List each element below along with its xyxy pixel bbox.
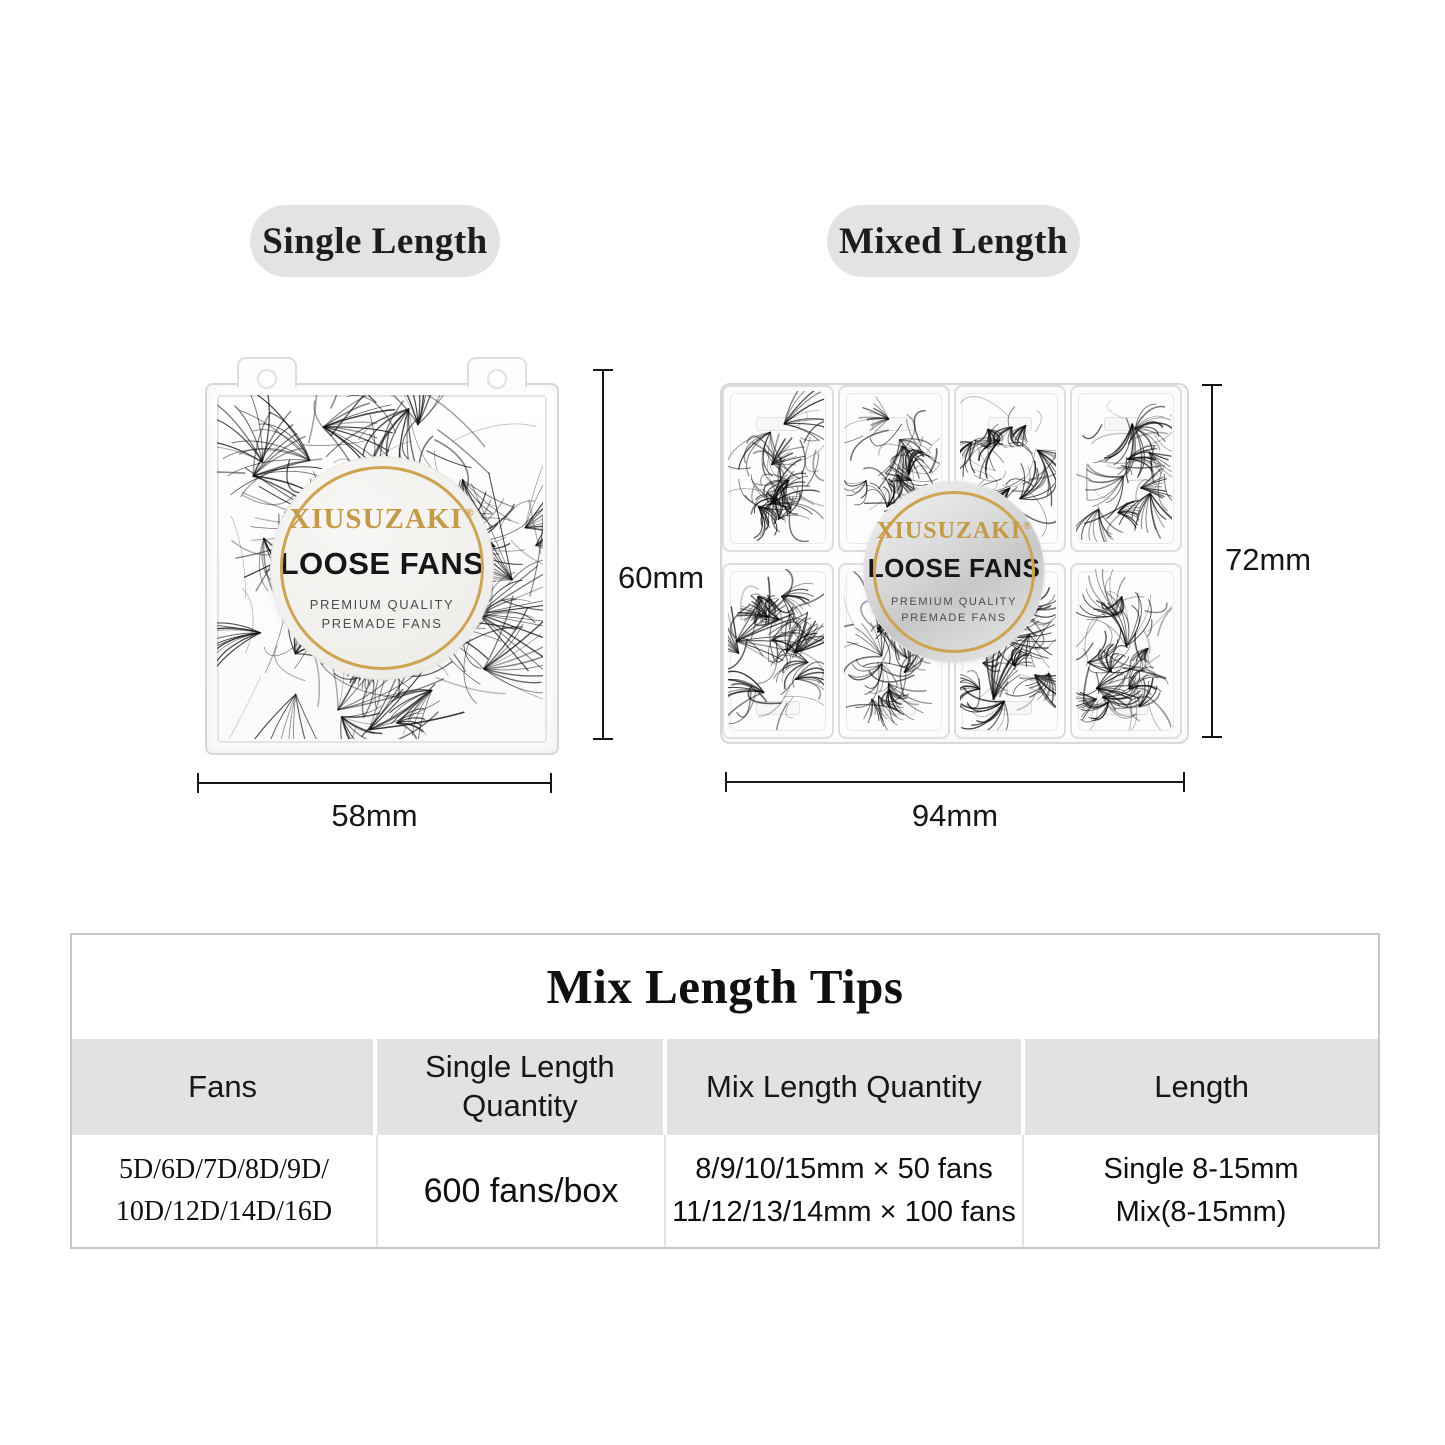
brand-name-text: XIUSUZAKI [876,517,1022,544]
column-header-mix-length-quantity: Mix Length Quantity [667,1039,1022,1135]
tagline-line2: PREMADE FANS [901,612,1007,624]
brand-label-mixed [864,482,1044,662]
compartment-slot [988,701,1032,715]
tagline-line1: PREMIUM QUALITY [309,596,455,612]
single-quantity-value: 600 fans/box [423,1171,619,1210]
dimension-line-single-height [602,369,604,740]
compartment [722,385,834,552]
mix-quantity-line2: 11/12/13/14mm × 100 fans [672,1196,1016,1228]
mix-length-tips-table [70,933,1380,1249]
length-cell [1022,1135,1378,1247]
column-header-fans: Fans [72,1039,373,1135]
compartment-slot [988,417,1032,431]
dimension-label-single-width: 58mm [331,798,418,833]
compartment-inset [730,393,826,544]
table-data-row [72,1135,1378,1247]
brand-tagline [310,595,455,634]
tagline-line2: PREMADE FANS [321,616,443,631]
dimension-line-mixed-height [1211,384,1213,738]
mixed-length-badge: Mixed Length [827,205,1080,277]
compartment-slot [1104,701,1148,715]
table-header-row [72,1037,1378,1135]
column-header-single-length-quantity: Single Length Quantity [377,1039,662,1135]
fans-cell [72,1135,376,1247]
fans-line1: 5D/6D/7D/8D/9D/ [119,1154,329,1185]
length-line1: Single 8-15mm [1103,1152,1299,1185]
length-line2: Mix(8-15mm) [1115,1196,1287,1228]
registered-mark: ® [464,505,475,520]
brand-tagline [891,594,1017,627]
column-header-length: Length [1025,1039,1378,1135]
compartment [1070,563,1182,739]
dimension-line-single-width [197,782,552,784]
box-hinge-right [467,357,527,387]
dimension-label-single-height: 60mm [618,560,705,595]
compartment-slot [1104,417,1148,431]
product-name: LOOSE FANS [279,545,485,581]
compartment [1070,385,1182,552]
compartment-inset [1078,393,1174,544]
single-length-badge: Single Length [250,205,500,277]
single-quantity-cell [376,1135,664,1247]
registered-mark: ® [1023,520,1032,532]
brand-label-single [271,457,493,679]
product-name: LOOSE FANS [867,552,1041,583]
brand-name-text: XIUSUZAKI [289,502,463,535]
compartment [722,563,834,739]
box-hinge-left [237,357,297,387]
dimension-label-mixed-width: 94mm [911,798,999,833]
fans-line2: 10D/12D/14D/16D [115,1196,333,1227]
tagline-line1: PREMIUM QUALITY [890,595,1018,608]
compartment-slot [872,701,916,715]
compartment-slot [756,417,800,431]
table-title: Mix Length Tips [546,958,904,1014]
compartment-slot [756,701,800,715]
dimension-label-mixed-height: 72mm [1225,542,1312,577]
mix-quantity-line1: 8/9/10/15mm × 50 fans [695,1152,993,1185]
dimension-line-mixed-width [725,781,1185,783]
brand-name [876,518,1032,545]
brand-name [289,503,474,536]
compartment-slot [872,417,916,431]
mix-quantity-cell [664,1135,1022,1247]
